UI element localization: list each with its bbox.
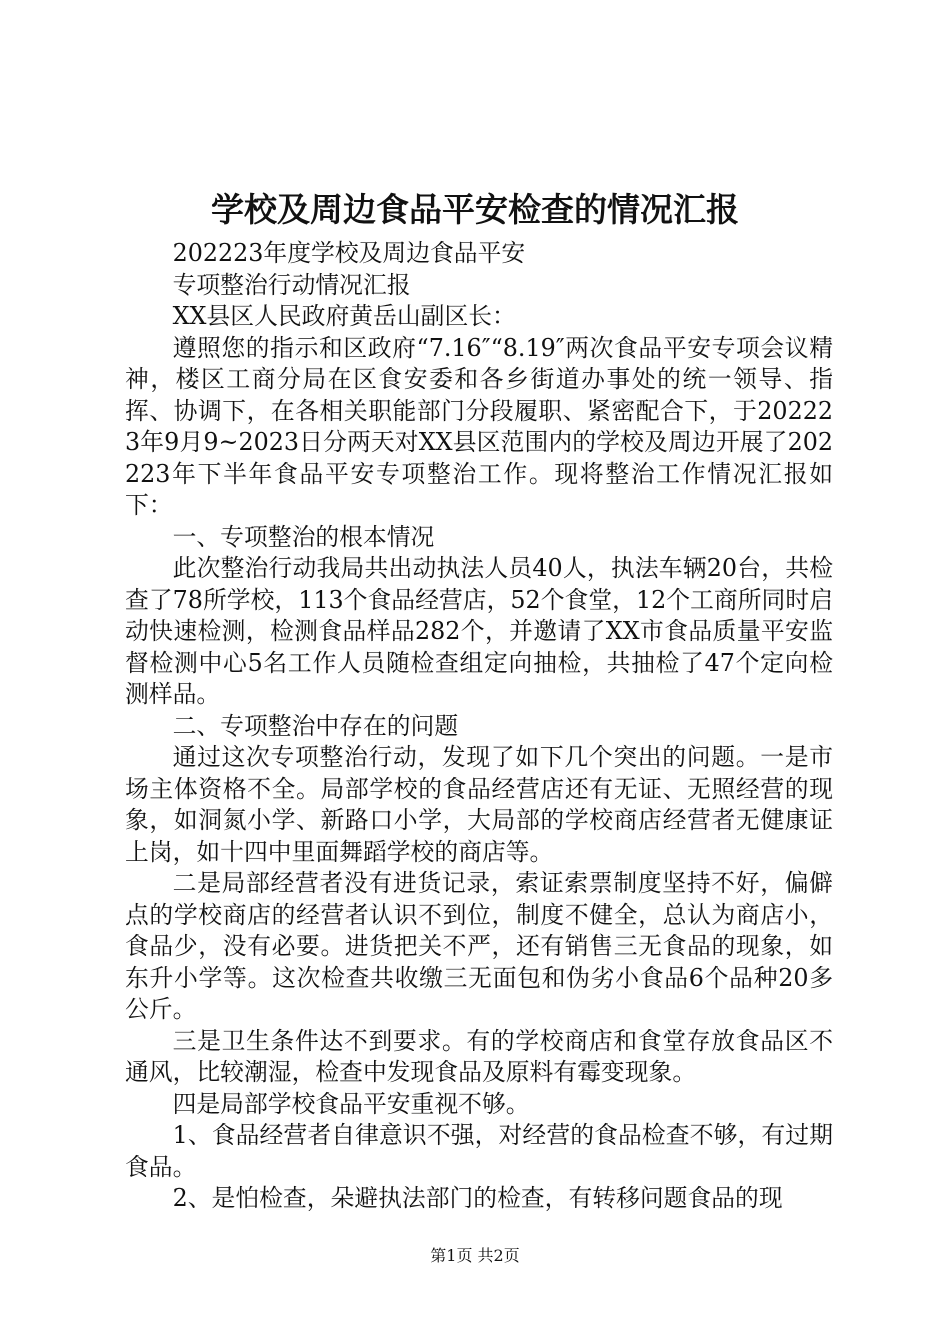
section-heading-1: 一、专项整治的根本情况 [172,522,435,551]
paragraph-problem-4: 四是局部学校食品平安重视不够。 [172,1089,530,1118]
paragraph-section-1: 此次整治行动我局共出动执法人员40人，执法车辆20台，共检查了78所学校，113个食品经营店，52个食堂，12个工商所同时启动快速检测，检测食品样品282个，并邀请了XX市食品质量平安监督检测中心5名工作人员随检查组定向抽检，共抽检了47个定向检测样品。 [125,554,833,708]
paragraph-heading-line-2: 专项整治行动情况汇报 [172,270,411,299]
paragraph-problem-3: 三是卫生条件达不到要求。有的学校商店和食堂存放食品区不通风，比较潮湿，检查中发现食品及原料有霉变现象。 [125,1026,833,1086]
paragraph-heading-line-1: 202223年度学校及周边食品平安 [172,239,526,267]
document-body [125,238,833,1215]
paragraph-item-2: 2、是怕检查，朵避执法部门的检查，有转移问题食品的现 [172,1184,783,1212]
paragraph-item-1: 1、食品经营者自律意识不强，对经营的食品检查不够，有过期食品。 [125,1121,833,1181]
paragraph-problem-1: 通过这次专项整治行动，发现了如下几个突出的问题。一是市场主体资格不全。局部学校的食品经营店还有无证、无照经营的现象，如洞氮小学、新路口小学，大局部的学校商店经营者无健康证上岗，如十四中里面舞蹈学校的商店等。 [125,743,833,866]
page-number-footer: 第1页 共2页 [430,1246,520,1265]
paragraph-salutation: XX县区人民政府黄岳山副区长： [172,302,516,330]
section-heading-2: 二、专项整治中存在的问题 [172,711,459,740]
document-title: 学校及周边食品平安检查的情况汇报 [211,190,739,229]
paragraph-problem-2: 二是局部经营者没有进货记录，索证索票制度坚持不好，偏僻点的学校商店的经营者认识不到位，制度不健全，总认为商店小，食品少，没有必要。进货把关不严，还有销售三无食品的现象，如东升小学等。这次检查共收缴三无面包和伪劣小食品6个品种20多公斤。 [125,869,833,1023]
paragraph-intro: 遵照您的指示和区政府“7.16″“8.19″两次食品平安专项会议精神，楼区工商分局在区食安委和各乡街道办事处的统一领导、指挥、协调下，在各相关职能部门分段履职、紧密配合下，于202223年9月9~2023日分两天对XX县区范围内的学校及周边开展了202223年下半年食品平安专项整治工作。现将整治工作情况汇报如下： [125,333,833,519]
